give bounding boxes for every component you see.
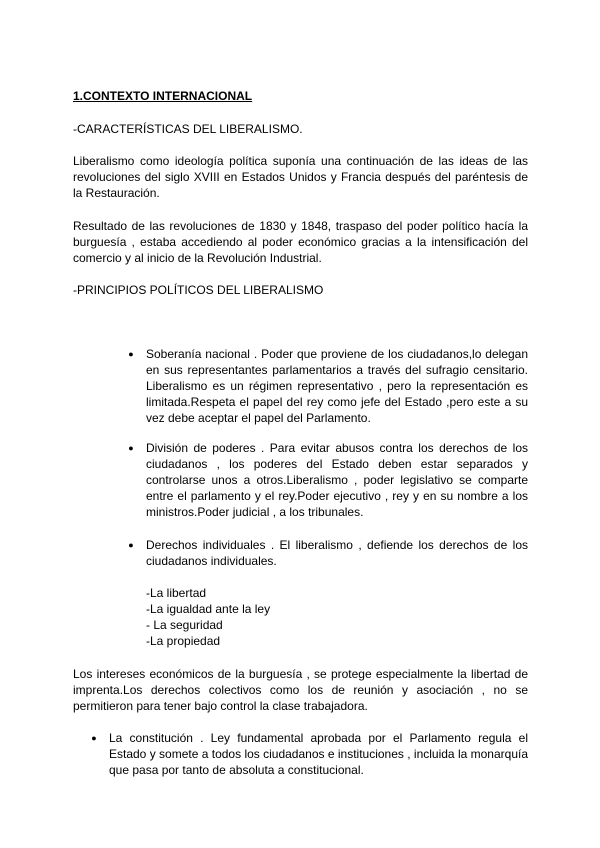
- page-title: 1.CONTEXTO INTERNACIONAL: [73, 89, 253, 103]
- bullet-icon: ●: [128, 443, 134, 453]
- right-item-property: -La propiedad: [146, 634, 221, 648]
- bullet-icon: ●: [128, 540, 134, 550]
- section-title-principles: -PRINCIPIOS POLÍTICOS DEL LIBERALISMO: [73, 283, 324, 297]
- paragraph-bourgeois-interests: Los intereses económicos de la burguesía , se protege especialmente la libertad de imprenta.Los derechos colectivos como los de reunión y asociación , no se permitieron para tener bajo control la clase trabajadora.: [73, 667, 528, 713]
- section-title-characteristics: -CARACTERÍSTICAS DEL LIBERALISMO.: [73, 122, 303, 136]
- right-item-equality: -La igualdad ante la ley: [146, 602, 271, 616]
- right-item-liberty: -La libertad: [146, 586, 207, 600]
- list-item-constitution: La constitución . Ley fundamental aprobada por el Parlamento regula el Estado y somete a todos los ciudadanos e instituciones , incluida la monarquía que pasa por tanto de absoluta a constitucional.: [109, 731, 528, 777]
- bullet-icon: ●: [128, 349, 134, 359]
- paragraph-revolutions: Resultado de las revoluciones de 1830 y 1848, traspaso del poder político hacía la burguesía , estaba accediendo al poder económico gracias a la intensificación del comercio y al inicio de la Revolución Industrial.: [73, 219, 528, 265]
- list-item-national-sovereignty: Soberanía nacional . Poder que proviene de los ciudadanos,lo delegan en sus representantes parlamentarios a través del sufragio censitario. Liberalismo es un régimen representativo , pero la representación es limitada.Respeta el papel del rey como jefe del Estado ,pero este a su vez debe aceptar el papel del Parlamento.: [146, 347, 528, 425]
- paragraph-liberalism-ideology: Liberalismo como ideología política suponía una continuación de las ideas de las revoluciones del siglo XVIII en Estados Unidos y Francia después del paréntesis de la Restauración.: [73, 154, 528, 200]
- list-item-separation-of-powers: División de poderes . Para evitar abusos contra los derechos de los ciudadanos , los poderes del Estado deben estar separados y controlarse unos a otros.Liberalismo , poder legislativo se comparte entre el parlamento y el rey.Poder ejecutivo , rey y en su nombre a los ministros.Poder judicial , a los tribunales.: [146, 441, 528, 519]
- list-item-individual-rights: Derechos individuales . El liberalismo , defiende los derechos de los ciudadanos individuales.: [146, 538, 528, 568]
- bullet-icon: ●: [91, 733, 97, 743]
- right-item-security: - La seguridad: [146, 618, 223, 632]
